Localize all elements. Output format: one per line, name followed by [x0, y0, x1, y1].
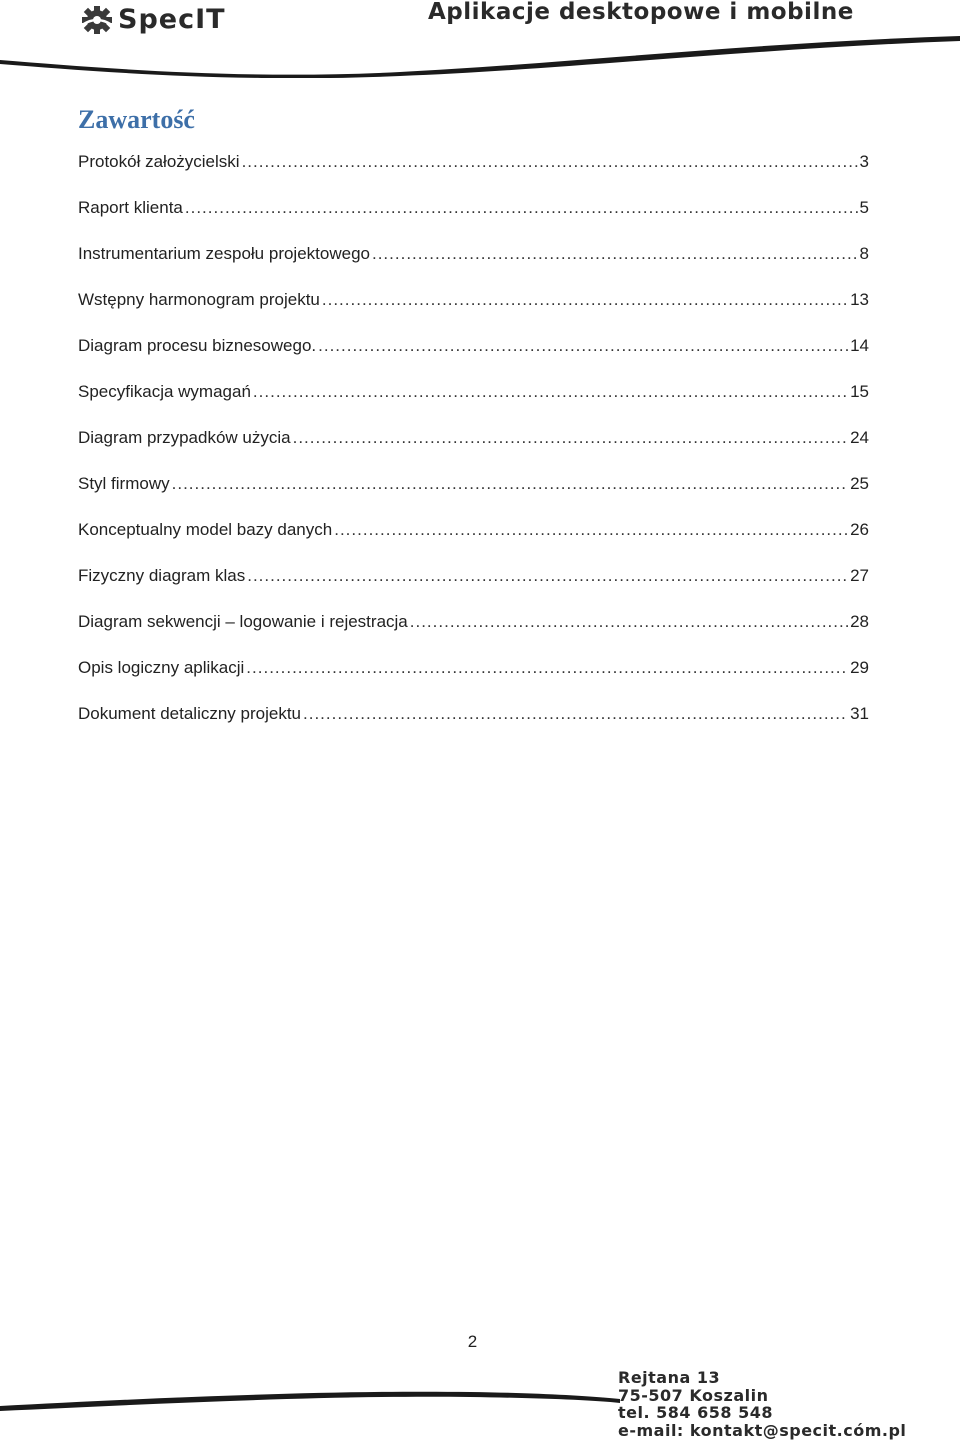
toc-entry-label: Diagram procesu biznesowego.: [78, 336, 317, 355]
toc-entry-label: Wstępny harmonogram projektu: [78, 290, 320, 309]
table-of-contents: [78, 150, 869, 748]
toc-entry-label: Protokół założycielski: [78, 152, 240, 171]
toc-dot-leader: [303, 702, 848, 726]
toc-dot-leader: [242, 150, 858, 174]
toc-entry[interactable]: [78, 242, 869, 288]
page-header: [0, 0, 960, 80]
toc-entry[interactable]: [78, 150, 869, 196]
toc-entry-label: Opis logiczny aplikacji: [78, 658, 245, 677]
header-swoosh-line: [0, 28, 960, 78]
company-address: [618, 1369, 906, 1439]
toc-entry-page: 8: [859, 244, 869, 263]
toc-entry[interactable]: [78, 702, 869, 748]
toc-entry[interactable]: [78, 334, 869, 380]
toc-entry[interactable]: [78, 564, 869, 610]
toc-dot-leader: [410, 610, 848, 634]
toc-entry-label: Dokument detaliczny projektu: [78, 704, 302, 723]
header-tagline: Aplikacje desktopowe i mobilne: [428, 0, 854, 25]
toc-dot-leader: [318, 334, 848, 358]
page-number: 2: [467, 1332, 478, 1351]
toc-entry-page: 13: [850, 290, 869, 309]
toc-entry-page: 5: [859, 198, 869, 217]
toc-entry-label: Styl firmowy: [78, 474, 170, 493]
toc-entry[interactable]: [78, 426, 869, 472]
address-phone: tel. 584 658 548: [618, 1403, 773, 1422]
toc-entry-page: 25: [850, 474, 869, 493]
address-city: 75-507 Koszalin: [618, 1385, 769, 1405]
toc-dot-leader: [322, 288, 848, 312]
toc-entry-label: Konceptualny model bazy danych: [78, 520, 333, 539]
toc-dot-leader: [253, 380, 848, 404]
toc-entry[interactable]: [78, 288, 869, 334]
toc-entry-page: 28: [850, 612, 869, 631]
brand-name: SpecIT: [118, 4, 226, 35]
address-street: Rejtana 13: [618, 1368, 721, 1387]
toc-entry-page: 29: [850, 658, 869, 677]
toc-entry-label: Fizyczny diagram klas: [78, 566, 246, 585]
toc-entry-page: 14: [850, 336, 869, 355]
toc-dot-leader: [246, 656, 848, 680]
toc-dot-leader: [293, 426, 848, 450]
toc-dot-leader: [247, 564, 848, 588]
toc-entry-label: Diagram przypadków użycia: [78, 428, 291, 447]
toc-dot-leader: [172, 472, 848, 496]
toc-title: Zawartość: [78, 105, 195, 134]
toc-entry-label: Diagram sekwencji – logowanie i rejestracja: [78, 612, 408, 631]
footer-swoosh-line: [0, 1378, 620, 1418]
toc-entry[interactable]: [78, 196, 869, 242]
toc-entry[interactable]: [78, 472, 869, 518]
toc-entry[interactable]: [78, 610, 869, 656]
toc-entry-page: 27: [850, 566, 869, 585]
toc-dot-leader: [372, 242, 858, 266]
toc-entry-label: Instrumentarium zespołu projektowego: [78, 244, 370, 263]
toc-entry[interactable]: [78, 656, 869, 702]
toc-dot-leader: [334, 518, 848, 542]
toc-entry-label: Raport klienta: [78, 198, 183, 217]
toc-dot-leader: [185, 196, 858, 220]
toc-entry[interactable]: [78, 380, 869, 426]
toc-entry-label: Specyfikacja wymagań: [78, 382, 251, 401]
toc-entry-page: 24: [850, 428, 869, 447]
toc-entry-page: 31: [850, 704, 869, 723]
toc-entry-page: 15: [850, 382, 869, 401]
toc-entry-page: 26: [850, 520, 869, 539]
toc-entry[interactable]: [78, 518, 869, 564]
toc-entry-page: 3: [859, 152, 869, 171]
address-email: e-mail: kontakt@specit.cóm.pl: [618, 1420, 907, 1440]
